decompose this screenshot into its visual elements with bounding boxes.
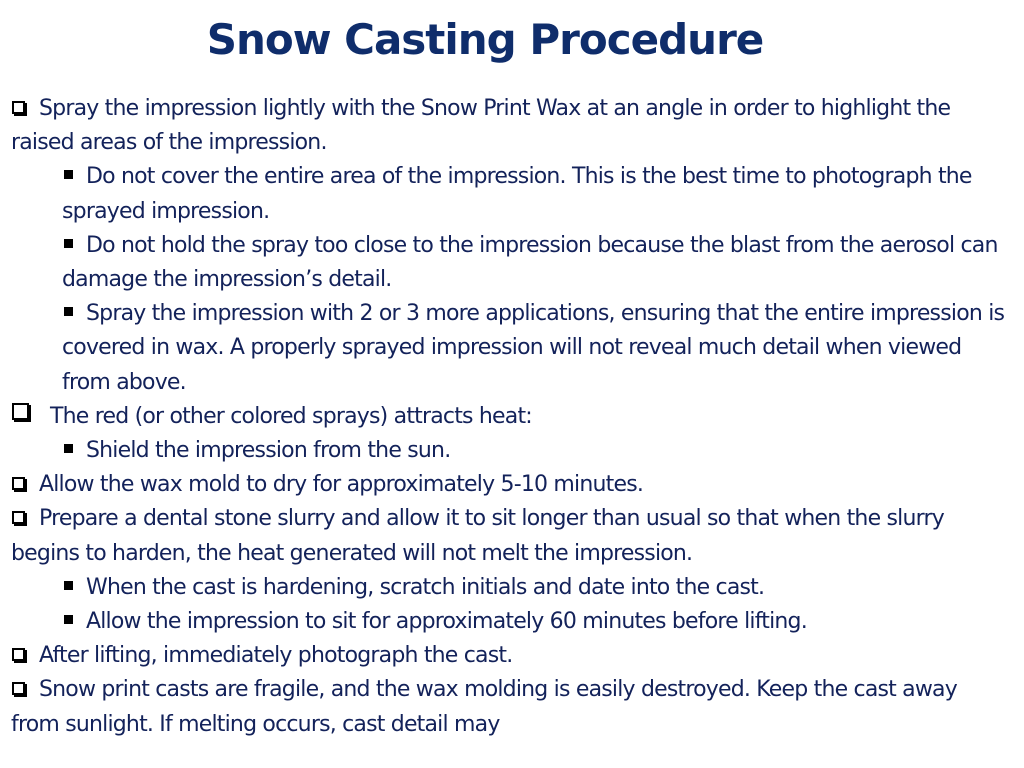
list-item — [11, 468, 1011, 502]
list-item-text: Shield the impression from the sun. — [86, 438, 451, 464]
list-item — [11, 434, 1011, 468]
list-item-text: Prepare a dental stone slurry and allow it to sit longer than usual so that when the slurry begins to harden, the heat generated will not melt the impression. — [11, 506, 944, 566]
list-item-text: Allow the impression to sit for approximately 60 minutes before lifting. — [86, 609, 807, 635]
list-item — [11, 639, 1011, 673]
checkbox-bullet-icon — [12, 648, 25, 661]
list-item — [11, 92, 1011, 160]
list-item-text: Snow print casts are fragile, and the wax molding is easily destroyed. Keep the cast away from sunlight. If melting occurs, cast detail may — [11, 677, 957, 737]
list-item-text: Spray the impression lightly with the Snow Print Wax at an angle in order to highlight the raised areas of the impression. — [11, 96, 951, 156]
square-bullet-icon — [64, 170, 73, 179]
bullet-list — [11, 92, 1011, 742]
list-item — [11, 229, 1011, 297]
checkbox-bullet-icon — [12, 511, 25, 524]
square-bullet-icon — [64, 239, 73, 248]
slide-title: Snow Casting Procedure — [206, 15, 764, 64]
square-bullet-icon — [64, 307, 73, 316]
list-item — [11, 400, 1011, 434]
checkbox-bullet-icon — [12, 477, 25, 490]
list-item-text: Do not cover the entire area of the impression. This is the best time to photograph the sprayed impression. — [62, 164, 972, 224]
list-item — [11, 297, 1011, 400]
list-item — [11, 673, 1011, 741]
checkbox-bullet-icon — [12, 101, 25, 114]
checkbox-bullet-icon — [12, 682, 25, 695]
list-item — [11, 571, 1011, 605]
list-item-text: When the cast is hardening, scratch initials and date into the cast. — [86, 574, 765, 600]
list-item-text: After lifting, immediately photograph the cast. — [39, 643, 513, 669]
square-bullet-icon — [64, 444, 73, 453]
list-item — [11, 502, 1011, 570]
list-item-text: The red (or other colored sprays) attracts heat: — [50, 403, 532, 429]
list-item — [11, 605, 1011, 639]
list-item-text: Allow the wax mold to dry for approximately 5-10 minutes. — [39, 472, 644, 498]
square-bullet-icon — [64, 581, 73, 590]
square-bullet-icon — [64, 615, 73, 624]
checkbox-bullet-icon — [12, 403, 29, 420]
list-item — [11, 160, 1011, 228]
list-item-text: Do not hold the spray too close to the impression because the blast from the aerosol can damage the impression’s detail. — [62, 232, 998, 293]
list-item-text: Spray the impression with 2 or 3 more applications, ensuring that the entire impression is covered in wax. A properly sprayed impression will not reveal much detail when viewed from above. — [62, 301, 1005, 395]
